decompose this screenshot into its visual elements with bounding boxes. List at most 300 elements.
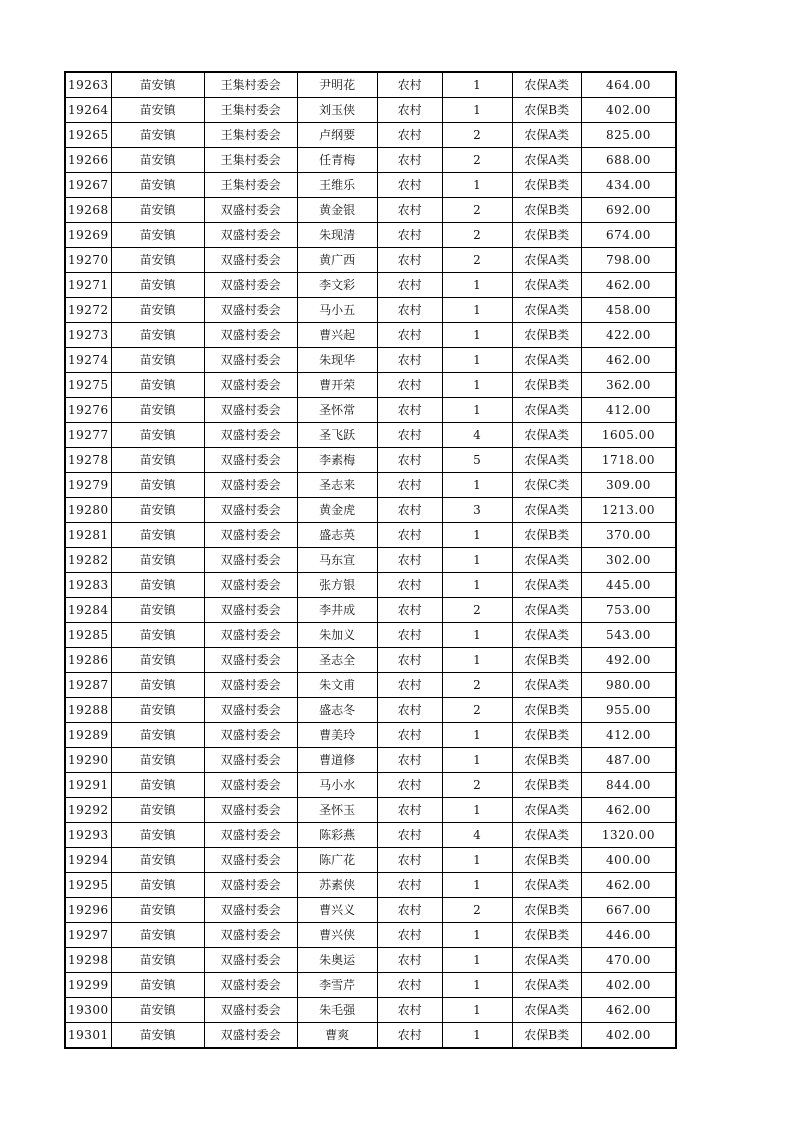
cell-name: 李雪芹	[297, 973, 377, 998]
cell-area_type: 农村	[377, 423, 442, 448]
cell-category: 农保A类	[512, 148, 581, 173]
table-row	[65, 648, 676, 673]
cell-village: 双盛村委会	[204, 623, 297, 648]
cell-category: 农保B类	[512, 748, 581, 773]
cell-person_count: 1	[442, 473, 512, 498]
cell-id: 19266	[65, 148, 111, 173]
cell-name: 刘玉侠	[297, 98, 377, 123]
table-row	[65, 548, 676, 573]
cell-name: 马小五	[297, 298, 377, 323]
table-row	[65, 948, 676, 973]
cell-person_count: 1	[442, 348, 512, 373]
cell-town: 苗安镇	[111, 198, 204, 223]
cell-area_type: 农村	[377, 598, 442, 623]
cell-amount: 462.00	[581, 348, 676, 373]
cell-village: 双盛村委会	[204, 648, 297, 673]
cell-id: 19299	[65, 973, 111, 998]
cell-name: 朱现清	[297, 223, 377, 248]
cell-name: 卢纲要	[297, 123, 377, 148]
cell-amount: 402.00	[581, 1023, 676, 1049]
cell-village: 双盛村委会	[204, 398, 297, 423]
cell-person_count: 1	[442, 373, 512, 398]
cell-amount: 402.00	[581, 973, 676, 998]
cell-amount: 445.00	[581, 573, 676, 598]
cell-amount: 955.00	[581, 698, 676, 723]
cell-name: 任青梅	[297, 148, 377, 173]
table-row	[65, 523, 676, 548]
cell-area_type: 农村	[377, 473, 442, 498]
cell-village: 双盛村委会	[204, 673, 297, 698]
cell-category: 农保B类	[512, 723, 581, 748]
cell-town: 苗安镇	[111, 123, 204, 148]
cell-category: 农保A类	[512, 423, 581, 448]
cell-category: 农保A类	[512, 998, 581, 1023]
cell-category: 农保B类	[512, 223, 581, 248]
cell-name: 张方银	[297, 573, 377, 598]
cell-person_count: 1	[442, 723, 512, 748]
cell-area_type: 农村	[377, 548, 442, 573]
table-row	[65, 248, 676, 273]
cell-person_count: 2	[442, 773, 512, 798]
cell-category: 农保B类	[512, 373, 581, 398]
cell-town: 苗安镇	[111, 723, 204, 748]
table-row	[65, 298, 676, 323]
cell-id: 19281	[65, 523, 111, 548]
cell-category: 农保A类	[512, 248, 581, 273]
cell-town: 苗安镇	[111, 298, 204, 323]
cell-name: 盛志英	[297, 523, 377, 548]
cell-person_count: 1	[442, 848, 512, 873]
table-row	[65, 923, 676, 948]
cell-person_count: 1	[442, 72, 512, 98]
cell-category: 农保A类	[512, 573, 581, 598]
cell-id: 19270	[65, 248, 111, 273]
cell-name: 李素梅	[297, 448, 377, 473]
cell-town: 苗安镇	[111, 848, 204, 873]
cell-area_type: 农村	[377, 723, 442, 748]
table-row	[65, 798, 676, 823]
cell-amount: 1605.00	[581, 423, 676, 448]
cell-category: 农保B类	[512, 898, 581, 923]
cell-id: 19297	[65, 923, 111, 948]
cell-id: 19269	[65, 223, 111, 248]
cell-category: 农保A类	[512, 798, 581, 823]
table-row	[65, 848, 676, 873]
cell-area_type: 农村	[377, 523, 442, 548]
cell-area_type: 农村	[377, 573, 442, 598]
cell-town: 苗安镇	[111, 498, 204, 523]
table-row	[65, 1023, 676, 1049]
cell-town: 苗安镇	[111, 398, 204, 423]
table-row	[65, 898, 676, 923]
cell-id: 19263	[65, 72, 111, 98]
cell-category: 农保A类	[512, 623, 581, 648]
cell-town: 苗安镇	[111, 72, 204, 98]
cell-area_type: 农村	[377, 198, 442, 223]
cell-town: 苗安镇	[111, 698, 204, 723]
cell-amount: 458.00	[581, 298, 676, 323]
cell-category: 农保A类	[512, 72, 581, 98]
cell-category: 农保B类	[512, 648, 581, 673]
cell-name: 王维乐	[297, 173, 377, 198]
cell-person_count: 2	[442, 223, 512, 248]
cell-town: 苗安镇	[111, 423, 204, 448]
cell-person_count: 1	[442, 98, 512, 123]
cell-town: 苗安镇	[111, 448, 204, 473]
cell-id: 19279	[65, 473, 111, 498]
cell-person_count: 2	[442, 698, 512, 723]
cell-village: 双盛村委会	[204, 773, 297, 798]
cell-amount: 422.00	[581, 323, 676, 348]
cell-amount: 1320.00	[581, 823, 676, 848]
cell-person_count: 2	[442, 148, 512, 173]
cell-category: 农保B类	[512, 848, 581, 873]
table-row	[65, 673, 676, 698]
cell-name: 曹道修	[297, 748, 377, 773]
cell-village: 双盛村委会	[204, 698, 297, 723]
cell-town: 苗安镇	[111, 748, 204, 773]
table-row	[65, 148, 676, 173]
table-row	[65, 348, 676, 373]
cell-village: 双盛村委会	[204, 798, 297, 823]
cell-town: 苗安镇	[111, 548, 204, 573]
cell-area_type: 农村	[377, 823, 442, 848]
cell-village: 双盛村委会	[204, 473, 297, 498]
cell-village: 王集村委会	[204, 173, 297, 198]
cell-id: 19274	[65, 348, 111, 373]
cell-village: 王集村委会	[204, 98, 297, 123]
table-row	[65, 723, 676, 748]
table-row	[65, 273, 676, 298]
cell-area_type: 农村	[377, 398, 442, 423]
cell-id: 19288	[65, 698, 111, 723]
cell-village: 双盛村委会	[204, 973, 297, 998]
cell-area_type: 农村	[377, 323, 442, 348]
cell-area_type: 农村	[377, 648, 442, 673]
cell-town: 苗安镇	[111, 973, 204, 998]
cell-area_type: 农村	[377, 148, 442, 173]
cell-person_count: 2	[442, 248, 512, 273]
cell-person_count: 1	[442, 273, 512, 298]
cell-id: 19286	[65, 648, 111, 673]
cell-person_count: 2	[442, 898, 512, 923]
cell-town: 苗安镇	[111, 598, 204, 623]
cell-category: 农保C类	[512, 473, 581, 498]
cell-area_type: 农村	[377, 373, 442, 398]
cell-area_type: 农村	[377, 173, 442, 198]
cell-id: 19295	[65, 873, 111, 898]
cell-category: 农保A类	[512, 448, 581, 473]
cell-id: 19292	[65, 798, 111, 823]
cell-name: 马东宣	[297, 548, 377, 573]
cell-town: 苗安镇	[111, 323, 204, 348]
cell-village: 双盛村委会	[204, 198, 297, 223]
table-body	[65, 72, 676, 1048]
cell-person_count: 3	[442, 498, 512, 523]
cell-id: 19271	[65, 273, 111, 298]
cell-area_type: 农村	[377, 873, 442, 898]
cell-name: 黄金银	[297, 198, 377, 223]
cell-id: 19280	[65, 498, 111, 523]
cell-person_count: 1	[442, 648, 512, 673]
cell-amount: 1213.00	[581, 498, 676, 523]
cell-name: 圣志来	[297, 473, 377, 498]
cell-village: 双盛村委会	[204, 748, 297, 773]
cell-category: 农保A类	[512, 673, 581, 698]
cell-name: 朱文甫	[297, 673, 377, 698]
cell-id: 19272	[65, 298, 111, 323]
cell-id: 19276	[65, 398, 111, 423]
table-row	[65, 573, 676, 598]
table-row	[65, 773, 676, 798]
cell-village: 双盛村委会	[204, 723, 297, 748]
cell-town: 苗安镇	[111, 273, 204, 298]
cell-person_count: 4	[442, 823, 512, 848]
cell-area_type: 农村	[377, 673, 442, 698]
pension-subsidy-table	[64, 71, 677, 1049]
cell-id: 19300	[65, 998, 111, 1023]
cell-category: 农保B类	[512, 173, 581, 198]
cell-category: 农保B类	[512, 98, 581, 123]
cell-village: 双盛村委会	[204, 548, 297, 573]
cell-village: 双盛村委会	[204, 248, 297, 273]
cell-amount: 464.00	[581, 72, 676, 98]
cell-category: 农保B类	[512, 523, 581, 548]
cell-amount: 309.00	[581, 473, 676, 498]
cell-category: 农保B类	[512, 1023, 581, 1049]
cell-id: 19287	[65, 673, 111, 698]
cell-person_count: 2	[442, 598, 512, 623]
cell-name: 曹兴起	[297, 323, 377, 348]
cell-village: 双盛村委会	[204, 273, 297, 298]
cell-name: 尹明花	[297, 72, 377, 98]
table-row	[65, 323, 676, 348]
cell-village: 双盛村委会	[204, 348, 297, 373]
cell-amount: 462.00	[581, 798, 676, 823]
cell-area_type: 农村	[377, 773, 442, 798]
cell-area_type: 农村	[377, 223, 442, 248]
cell-id: 19278	[65, 448, 111, 473]
cell-category: 农保B类	[512, 698, 581, 723]
cell-area_type: 农村	[377, 273, 442, 298]
table-row	[65, 823, 676, 848]
cell-person_count: 1	[442, 398, 512, 423]
cell-town: 苗安镇	[111, 623, 204, 648]
cell-person_count: 1	[442, 623, 512, 648]
table-row	[65, 598, 676, 623]
cell-person_count: 4	[442, 423, 512, 448]
cell-amount: 400.00	[581, 848, 676, 873]
cell-amount: 446.00	[581, 923, 676, 948]
cell-name: 曹爽	[297, 1023, 377, 1049]
cell-amount: 462.00	[581, 873, 676, 898]
table-row	[65, 698, 676, 723]
table-row	[65, 998, 676, 1023]
cell-id: 19264	[65, 98, 111, 123]
cell-amount: 462.00	[581, 998, 676, 1023]
table-row	[65, 173, 676, 198]
table-row	[65, 473, 676, 498]
cell-category: 农保A类	[512, 498, 581, 523]
cell-area_type: 农村	[377, 973, 442, 998]
cell-person_count: 2	[442, 673, 512, 698]
cell-amount: 492.00	[581, 648, 676, 673]
cell-category: 农保A类	[512, 548, 581, 573]
cell-name: 黄广西	[297, 248, 377, 273]
cell-person_count: 1	[442, 173, 512, 198]
cell-town: 苗安镇	[111, 348, 204, 373]
cell-town: 苗安镇	[111, 573, 204, 598]
cell-name: 朱毛强	[297, 998, 377, 1023]
cell-area_type: 农村	[377, 98, 442, 123]
cell-town: 苗安镇	[111, 98, 204, 123]
cell-area_type: 农村	[377, 748, 442, 773]
cell-amount: 370.00	[581, 523, 676, 548]
cell-id: 19290	[65, 748, 111, 773]
cell-area_type: 农村	[377, 923, 442, 948]
cell-id: 19277	[65, 423, 111, 448]
cell-category: 农保B类	[512, 198, 581, 223]
cell-village: 双盛村委会	[204, 523, 297, 548]
cell-amount: 470.00	[581, 948, 676, 973]
cell-area_type: 农村	[377, 248, 442, 273]
cell-amount: 362.00	[581, 373, 676, 398]
cell-person_count: 5	[442, 448, 512, 473]
table-row	[65, 448, 676, 473]
cell-village: 王集村委会	[204, 72, 297, 98]
cell-area_type: 农村	[377, 298, 442, 323]
cell-town: 苗安镇	[111, 898, 204, 923]
cell-town: 苗安镇	[111, 648, 204, 673]
cell-amount: 412.00	[581, 723, 676, 748]
cell-town: 苗安镇	[111, 998, 204, 1023]
cell-id: 19268	[65, 198, 111, 223]
cell-id: 19284	[65, 598, 111, 623]
cell-id: 19283	[65, 573, 111, 598]
cell-amount: 798.00	[581, 248, 676, 273]
cell-village: 双盛村委会	[204, 848, 297, 873]
cell-category: 农保A类	[512, 948, 581, 973]
cell-name: 马小水	[297, 773, 377, 798]
cell-village: 双盛村委会	[204, 823, 297, 848]
cell-amount: 674.00	[581, 223, 676, 248]
cell-amount: 1718.00	[581, 448, 676, 473]
table-row	[65, 373, 676, 398]
cell-area_type: 农村	[377, 798, 442, 823]
cell-village: 双盛村委会	[204, 873, 297, 898]
cell-person_count: 2	[442, 123, 512, 148]
cell-town: 苗安镇	[111, 1023, 204, 1049]
cell-area_type: 农村	[377, 898, 442, 923]
cell-person_count: 2	[442, 198, 512, 223]
cell-name: 李井成	[297, 598, 377, 623]
cell-village: 双盛村委会	[204, 573, 297, 598]
cell-amount: 692.00	[581, 198, 676, 223]
table-row	[65, 198, 676, 223]
table-row	[65, 98, 676, 123]
cell-area_type: 农村	[377, 123, 442, 148]
cell-amount: 753.00	[581, 598, 676, 623]
cell-area_type: 农村	[377, 698, 442, 723]
cell-area_type: 农村	[377, 448, 442, 473]
table-row	[65, 623, 676, 648]
cell-person_count: 1	[442, 573, 512, 598]
table-row	[65, 72, 676, 98]
cell-town: 苗安镇	[111, 473, 204, 498]
cell-village: 双盛村委会	[204, 423, 297, 448]
cell-village: 双盛村委会	[204, 998, 297, 1023]
cell-category: 农保B类	[512, 923, 581, 948]
cell-id: 19291	[65, 773, 111, 798]
cell-village: 双盛村委会	[204, 298, 297, 323]
cell-person_count: 1	[442, 748, 512, 773]
cell-category: 农保A类	[512, 398, 581, 423]
cell-amount: 543.00	[581, 623, 676, 648]
cell-name: 圣志全	[297, 648, 377, 673]
cell-area_type: 农村	[377, 1023, 442, 1049]
table-row	[65, 423, 676, 448]
table-row	[65, 123, 676, 148]
cell-name: 陈彩燕	[297, 823, 377, 848]
cell-category: 农保B类	[512, 773, 581, 798]
cell-amount: 844.00	[581, 773, 676, 798]
cell-name: 李文彩	[297, 273, 377, 298]
cell-village: 双盛村委会	[204, 498, 297, 523]
cell-id: 19294	[65, 848, 111, 873]
cell-amount: 412.00	[581, 398, 676, 423]
cell-amount: 487.00	[581, 748, 676, 773]
cell-amount: 667.00	[581, 898, 676, 923]
cell-area_type: 农村	[377, 948, 442, 973]
cell-name: 黄金虎	[297, 498, 377, 523]
table-row	[65, 223, 676, 248]
cell-village: 双盛村委会	[204, 448, 297, 473]
cell-area_type: 农村	[377, 72, 442, 98]
cell-area_type: 农村	[377, 498, 442, 523]
cell-amount: 434.00	[581, 173, 676, 198]
cell-town: 苗安镇	[111, 373, 204, 398]
cell-category: 农保A类	[512, 973, 581, 998]
cell-village: 双盛村委会	[204, 323, 297, 348]
cell-town: 苗安镇	[111, 173, 204, 198]
cell-village: 双盛村委会	[204, 923, 297, 948]
cell-village: 双盛村委会	[204, 898, 297, 923]
cell-category: 农保A类	[512, 123, 581, 148]
cell-village: 双盛村委会	[204, 598, 297, 623]
cell-amount: 302.00	[581, 548, 676, 573]
cell-person_count: 1	[442, 298, 512, 323]
cell-town: 苗安镇	[111, 823, 204, 848]
cell-name: 苏素侠	[297, 873, 377, 898]
cell-person_count: 1	[442, 948, 512, 973]
cell-name: 圣怀常	[297, 398, 377, 423]
cell-category: 农保B类	[512, 323, 581, 348]
cell-name: 圣怀玉	[297, 798, 377, 823]
cell-category: 农保A类	[512, 273, 581, 298]
cell-person_count: 1	[442, 323, 512, 348]
cell-id: 19275	[65, 373, 111, 398]
cell-name: 朱加义	[297, 623, 377, 648]
cell-village: 双盛村委会	[204, 1023, 297, 1049]
cell-name: 陈广花	[297, 848, 377, 873]
cell-town: 苗安镇	[111, 948, 204, 973]
cell-area_type: 农村	[377, 623, 442, 648]
cell-village: 王集村委会	[204, 148, 297, 173]
cell-id: 19267	[65, 173, 111, 198]
table-row	[65, 398, 676, 423]
table-row	[65, 873, 676, 898]
cell-id: 19282	[65, 548, 111, 573]
